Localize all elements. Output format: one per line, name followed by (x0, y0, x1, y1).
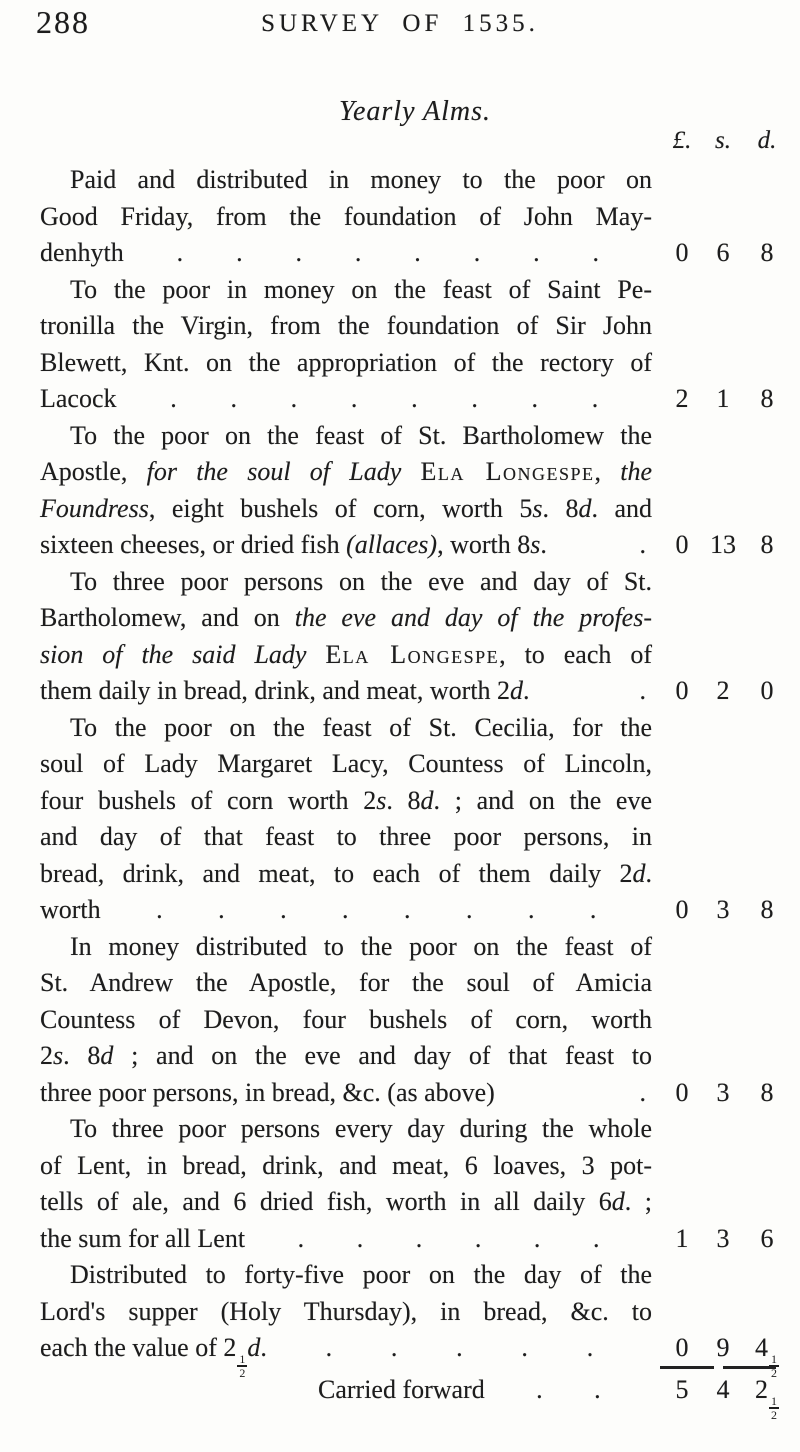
fraction-one-half: $\frac{1}{2}$ (771, 1394, 777, 1422)
amount-pence: 8 (760, 895, 774, 924)
entry-line (40, 673, 774, 710)
alms-entry (40, 272, 774, 418)
entry-line (40, 1075, 774, 1112)
entry-line (40, 929, 652, 966)
body-text: sixteen cheeses, or dried fish (40, 530, 347, 559)
leader-dot: . (639, 676, 646, 705)
page-number: 288 (36, 4, 90, 40)
entry-line (40, 1002, 652, 1039)
body-text: tronilla the Virgin, from the foundation of Sir John (40, 311, 652, 340)
body-text: . ; (624, 1187, 653, 1216)
entry-line (40, 1111, 652, 1148)
italic-text: the eve and day of the profes- (294, 603, 652, 632)
leader-dot: . (639, 530, 646, 559)
italic-text: s (530, 530, 541, 559)
entry-line (40, 1148, 652, 1185)
person-name-smallcaps: Ela Longespe (420, 457, 595, 486)
leader-dot: . (342, 895, 349, 924)
italic-text: (allaces) (346, 530, 438, 559)
body-text: St. Andrew the Apostle, for the soul of Amicia (40, 968, 652, 997)
alms-entry (40, 564, 774, 710)
leader-dot: . (236, 238, 243, 267)
body-text: Lacock (40, 384, 117, 413)
amount (660, 1330, 792, 1378)
pence-column-header: d. (757, 127, 777, 154)
entry-line (40, 965, 652, 1002)
currency-header (660, 126, 792, 156)
entry-line (40, 783, 652, 820)
entry-line (40, 892, 774, 929)
leader-dot: . (170, 384, 177, 413)
italic-text: s (53, 1041, 64, 1070)
leader-dot: . (591, 384, 599, 413)
entry-line (40, 1038, 652, 1075)
leader-dot: . (295, 238, 302, 267)
leader-dots (101, 892, 652, 929)
person-name-smallcaps: Ela Longespe (325, 639, 500, 669)
body-text: . 8 (542, 493, 579, 523)
italic-text: d (578, 493, 592, 523)
amount-pounds: 2 (675, 384, 689, 413)
amount-shillings: 3 (716, 1077, 730, 1107)
amount (660, 235, 792, 272)
entry-line-text (40, 892, 101, 929)
leader-dot: . (592, 238, 600, 267)
entry-line-text (40, 381, 117, 418)
entry-line (40, 199, 652, 236)
body-text: each the value of 2 $\frac{1}{2}$ (40, 1333, 246, 1380)
leader-dot: . (411, 384, 418, 413)
leader-dot: . (536, 1375, 543, 1404)
amount (660, 1075, 792, 1112)
amount-shillings: 13 (710, 530, 736, 559)
body-text: , to each of (499, 639, 652, 669)
amount-pence: 8 (760, 384, 774, 413)
amount-shillings: 3 (716, 1223, 730, 1253)
body-text: four bushels of corn worth 2 (40, 785, 377, 815)
body-text: , worth 8 (437, 530, 531, 559)
body-text: Distributed to forty-five poor on the day of the (70, 1260, 652, 1289)
leader-dot: . (290, 384, 298, 413)
entry-line-text (40, 235, 124, 272)
italic-text: s (532, 493, 543, 523)
leader-dot: . (474, 1223, 482, 1253)
amount-shillings: 3 (716, 895, 730, 924)
body-text: . (645, 858, 652, 888)
leader-dot: . (176, 238, 184, 267)
entry-line (40, 600, 652, 637)
leader-dot: . (527, 895, 535, 924)
amount-pence: 8 (760, 238, 774, 267)
italic-text: Foundress (40, 493, 149, 523)
sum-rule-segment (723, 1366, 777, 1369)
body-text: Countess of Devon, four bushels of corn, worth (40, 1004, 652, 1034)
amount-shillings: 9 (716, 1333, 730, 1362)
italic-text: the (620, 457, 653, 486)
leader-dot: . (639, 1077, 646, 1107)
entry-line (40, 1221, 774, 1258)
entry-line-text (40, 1221, 245, 1258)
alms-entry (40, 1257, 777, 1380)
leader-dots (530, 673, 652, 710)
alms-entry (40, 929, 774, 1112)
italic-text: d (632, 858, 646, 888)
leader-dot: . (350, 384, 358, 413)
entry-line (40, 637, 652, 674)
running-title: SURVEY OF 1535. (261, 10, 539, 37)
entry-line-text (40, 673, 530, 710)
amount-pounds: 0 (675, 530, 689, 559)
leader-dot: . (521, 1333, 528, 1362)
body-text: Paid and distributed in money to the poor on (70, 165, 652, 194)
body-text: three poor persons, in bread, &c. (as above) (40, 1077, 495, 1107)
sum-rule-segment (660, 1366, 714, 1369)
leader-dot: . (533, 1223, 541, 1253)
body-text: and day of that feast to three poor persons, in (40, 822, 652, 851)
section-title: Yearly Alms. (338, 96, 492, 127)
leader-dot: . (280, 895, 287, 924)
fraction-one-half: $\frac{1}{2}$ (771, 1352, 777, 1380)
entry-line (40, 710, 652, 747)
amount-pounds: 0 (675, 1333, 689, 1362)
entry-line (40, 162, 652, 199)
body-text: 2 (40, 1041, 53, 1070)
leader-dot: . (414, 238, 421, 267)
body-text: Good Friday, from the foundation of John May- (40, 201, 652, 231)
body-text: , eight bushels of corn, worth 5 (148, 493, 533, 523)
leader-dot: . (390, 1333, 398, 1362)
entry-line (40, 819, 652, 856)
leader-dots (117, 381, 652, 418)
leader-dot: . (218, 895, 225, 924)
body-text: . (260, 1333, 267, 1362)
italic-text: s (376, 785, 387, 815)
body-text: tells of ale, and 6 dried fish, worth in all daily 6 (40, 1187, 612, 1216)
entry-line (40, 1330, 777, 1380)
amount-pounds: 5 (675, 1375, 689, 1404)
alms-entry (40, 162, 774, 272)
entry-line (40, 491, 652, 528)
leader-dot: . (415, 1223, 423, 1253)
entry-line (40, 1184, 652, 1221)
leader-dot: . (465, 895, 473, 924)
leader-dot: . (592, 1223, 600, 1253)
body-text: . (523, 676, 530, 705)
leader-dot: . (473, 238, 481, 267)
leader-dot: . (586, 1333, 594, 1362)
italic-text: sion of the said Lady (40, 639, 326, 669)
sum-rule (660, 1366, 776, 1369)
carried-forward-row (40, 1372, 777, 1422)
body-text: soul of Lady Margaret Lacy, Countess of Lincoln, (40, 749, 652, 778)
amount (660, 892, 792, 929)
amount-shillings: 2 (716, 676, 730, 705)
leader-dots (495, 1075, 652, 1112)
leader-dot: . (404, 895, 411, 924)
italic-text: d (420, 785, 434, 815)
entry-line (40, 856, 652, 893)
body-text: To three poor persons on the eve and day of St. (70, 566, 652, 596)
body-text: Apostle, (40, 457, 147, 486)
leader-dots (245, 1221, 652, 1258)
italic-text: d (247, 1333, 261, 1362)
amount (660, 673, 792, 710)
body-text: worth (40, 895, 101, 924)
body-text: . 8 (63, 1041, 101, 1070)
italic-text: for the soul of Lady (146, 457, 421, 486)
amount-shillings: 6 (716, 238, 730, 267)
body-text: Lord's supper (Holy Thursday), in bread, &c. to (40, 1296, 652, 1326)
entry-line-text (40, 1330, 267, 1378)
italic-text: d (100, 1041, 114, 1070)
amount-pence: 0 (760, 676, 774, 705)
body-text: ; and on the eve and day of that feast to (113, 1041, 653, 1070)
alms-entry (40, 418, 774, 564)
body-text: . and (591, 493, 652, 523)
amount (660, 1221, 792, 1258)
leader-dots (547, 527, 652, 564)
leader-dot: . (471, 384, 478, 413)
leader-dot: . (594, 1375, 601, 1404)
entry-line (40, 345, 652, 382)
alms-entry (40, 1111, 774, 1257)
amount-pounds: 0 (675, 1077, 689, 1107)
body-text: of Lent, in bread, drink, and meat, 6 loaves, 3 pot- (40, 1150, 652, 1180)
italic-text: d (611, 1187, 625, 1216)
entry-line (40, 381, 774, 418)
italic-text: d (510, 676, 524, 705)
entry-line (40, 418, 652, 455)
amount-pounds: 0 (675, 895, 689, 924)
body-text: To three poor persons every day during the whole (70, 1114, 652, 1143)
leader-dot: . (533, 238, 540, 267)
carried-forward-label: Carried forward (318, 1375, 485, 1404)
body-text: bread, drink, and meat, to each of them daily 2 (40, 858, 633, 888)
alms-entries (40, 162, 777, 1380)
leader-dot: . (156, 895, 163, 924)
amount-pence: 2 $\frac{1}{2}$ (755, 1375, 777, 1422)
body-text: To the poor on the feast of St. Cecilia, for the (70, 712, 652, 742)
amount (660, 381, 792, 418)
body-text: . 8 (386, 785, 421, 815)
entry-line (40, 235, 774, 272)
body-text: To the poor in money on the feast of Saint Pe- (70, 274, 652, 304)
alms-entry (40, 710, 774, 929)
body-text: Blewett, Knt. on the appropriation of the rectory of (40, 347, 652, 377)
amount (660, 527, 792, 564)
entry-line (40, 1257, 652, 1294)
leader-dots (124, 235, 652, 272)
body-text: the sum for all Lent (40, 1223, 246, 1253)
amount (660, 1372, 792, 1420)
body-text: them daily in bread, drink, and meat, worth 2 (40, 676, 511, 705)
leader-dot: . (456, 1333, 463, 1362)
amount-pounds: 0 (675, 676, 689, 705)
shillings-column-header: s. (715, 127, 731, 154)
amount-pounds: 1 (675, 1223, 689, 1253)
body-text: Bartholomew, and on (40, 603, 295, 632)
pounds-column-header: £. (672, 127, 692, 154)
leader-dot: . (589, 895, 597, 924)
amount-pence: 8 (760, 1077, 774, 1107)
body-text: . ; and on the eve (433, 785, 653, 815)
body-text: denhyth (40, 238, 124, 267)
entry-line (40, 454, 652, 491)
leader-dot: . (354, 238, 362, 267)
entry-line (40, 272, 652, 309)
amount-shillings: 1 (716, 384, 730, 413)
fraction-one-half: $\frac{1}{2}$ (239, 1352, 246, 1380)
leader-dot: . (297, 1223, 305, 1253)
amount-pounds: 0 (675, 238, 689, 267)
body-text: In money distributed to the poor on the feast of (70, 931, 652, 961)
entry-line (40, 746, 652, 783)
entry-line (40, 527, 774, 564)
leader-dots (267, 1330, 652, 1367)
amount-pence: 4 $\frac{1}{2}$ (755, 1333, 777, 1380)
entry-line (40, 564, 652, 601)
leader-dot: . (356, 1223, 364, 1253)
entry-line (40, 1294, 652, 1331)
leader-dots (485, 1372, 652, 1409)
amount-pence: 8 (760, 530, 774, 559)
amount-shillings: 4 (716, 1375, 730, 1404)
leader-dot: . (230, 384, 237, 413)
body-text: , (594, 457, 621, 486)
body-text: To the poor on the feast of St. Bartholomew the (70, 420, 652, 450)
leader-dot: . (531, 384, 539, 413)
entry-line-text (40, 1075, 495, 1112)
leader-dot: . (325, 1333, 333, 1362)
body-text: . (540, 530, 547, 559)
entry-line-text (40, 527, 547, 564)
amount-pence: 6 (760, 1223, 774, 1253)
entry-line (40, 308, 652, 345)
